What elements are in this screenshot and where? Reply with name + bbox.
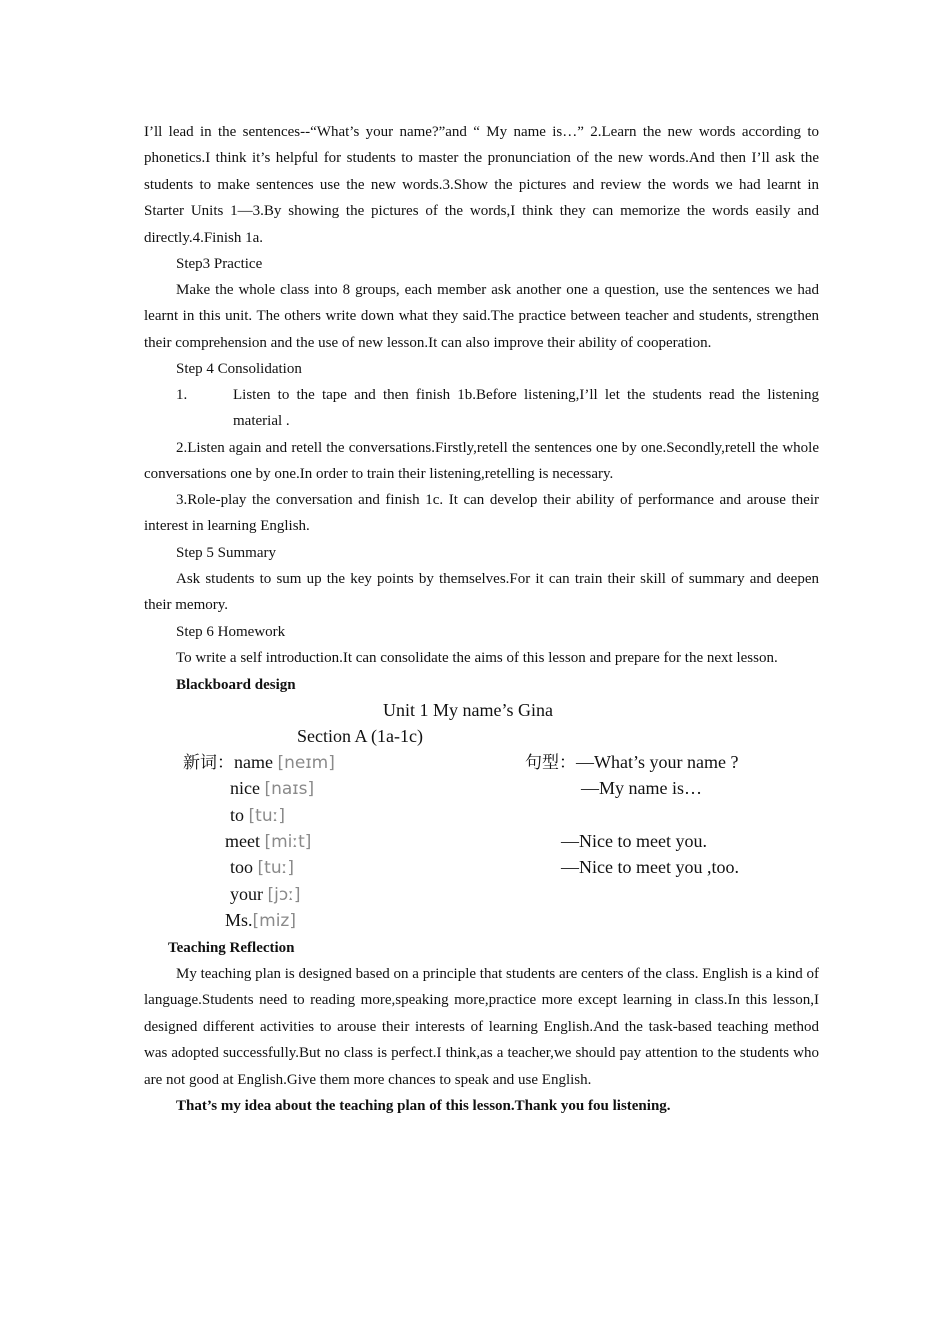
words-row-1 <box>183 749 335 776</box>
word: Ms. <box>225 910 253 930</box>
closing-statement: That’s my idea about the teaching plan of this lesson.Thank you fou listening. <box>176 1098 671 1114</box>
step3-heading: Step3 Practice <box>176 256 263 272</box>
step3-body: Make the whole class into 8 groups, each member ask another one a question, use the sentences we had learnt in this unit. The others write down what they said.The practice between teacher and students, strengthen their comprehension and the use of new lesson.It can also improve their ability of cooperation. <box>144 282 819 351</box>
list-text: Listen to the tape and then finish 1b.Before listening,I’ll let the students read the listening material . <box>233 387 819 430</box>
words-row-6 <box>230 881 301 908</box>
blackboard-heading: Blackboard design <box>176 677 296 693</box>
sentence-row-1 <box>525 749 738 776</box>
phonetic: [tuː] <box>248 806 285 826</box>
reflection-body: My teaching plan is designed based on a principle that students are centers of the class. English is a kind of language.Students need to reading more,speaking more,practice more except learning in class.In this lesson,I designed different activities to arouse their interests of learning English.And the task-based teaching method was adopted successfully.But no class is perfect.I think,as a teacher,we should pay attention to the students who are not good at English.Give them more chances to speak and use English. <box>144 966 819 1088</box>
phonetic: [miːt] <box>264 832 312 852</box>
words-row-5 <box>230 854 294 881</box>
sentence-row-3: —Nice to meet you. <box>561 831 707 851</box>
phonetic: [miz] <box>252 911 296 931</box>
step4-list-item-1 <box>176 382 819 436</box>
words-row-7 <box>225 907 296 934</box>
words-label: 新词： <box>183 753 234 773</box>
step5-body: Ask students to sum up the key points by themselves.For it can train their skill of summary and deepen their memory. <box>144 571 819 614</box>
step4-item-2: 2.Listen again and retell the conversations.Firstly,retell the sentences one by one.Secondly,retell the whole conversations one by one.In order to train their listening,retelling is necessary. <box>144 440 819 483</box>
word: your <box>230 884 268 904</box>
reflection-heading: Teaching Reflection <box>168 940 295 956</box>
step4-item-3: 3.Role-play the conversation and finish 1c. It can develop their ability of performance and arouse their interest in learning English. <box>144 492 819 535</box>
sentences-label: 句型： <box>525 753 576 773</box>
list-number: 1. <box>176 387 188 403</box>
sentence-row-4: —Nice to meet you ,too. <box>561 857 739 877</box>
step6-body: To write a self introduction.It can consolidate the aims of this lesson and prepare for the next lesson. <box>176 650 778 666</box>
word: name <box>234 752 278 772</box>
sentence: —What’s your name ? <box>576 752 739 772</box>
blackboard-section: Section A (1a-1c) <box>297 726 423 746</box>
blackboard-title: Unit 1 My name’s Gina <box>383 700 553 720</box>
word: nice <box>230 778 265 798</box>
step4-heading: Step 4 Consolidation <box>176 361 302 377</box>
words-row-4 <box>225 828 311 855</box>
words-row-3 <box>230 802 285 829</box>
intro-paragraph: I’ll lead in the sentences--“What’s your name?”and “ My name is…” 2.Learn the new words according to phonetics.I think it’s helpful for students to master the pronunciation of the new words.And then I’ll ask the students to make sentences use the new words.3.Show the pictures and review the words we had learnt in Starter Units 1—3.By showing the pictures of the words,I think they can memorize the words easily and directly.4.Finish 1a. <box>144 124 819 246</box>
phonetic: [naɪs] <box>264 779 315 799</box>
word: meet <box>225 831 265 851</box>
phonetic: [tuː] <box>257 858 294 878</box>
word: too <box>230 857 258 877</box>
phonetic: [neɪm] <box>277 753 335 773</box>
phonetic: [jɔː] <box>267 885 301 905</box>
word: to <box>230 805 249 825</box>
sentence-row-2: —My name is… <box>581 778 702 798</box>
step6-heading: Step 6 Homework <box>176 624 286 640</box>
step5-heading: Step 5 Summary <box>176 545 276 561</box>
words-row-2 <box>230 775 314 802</box>
